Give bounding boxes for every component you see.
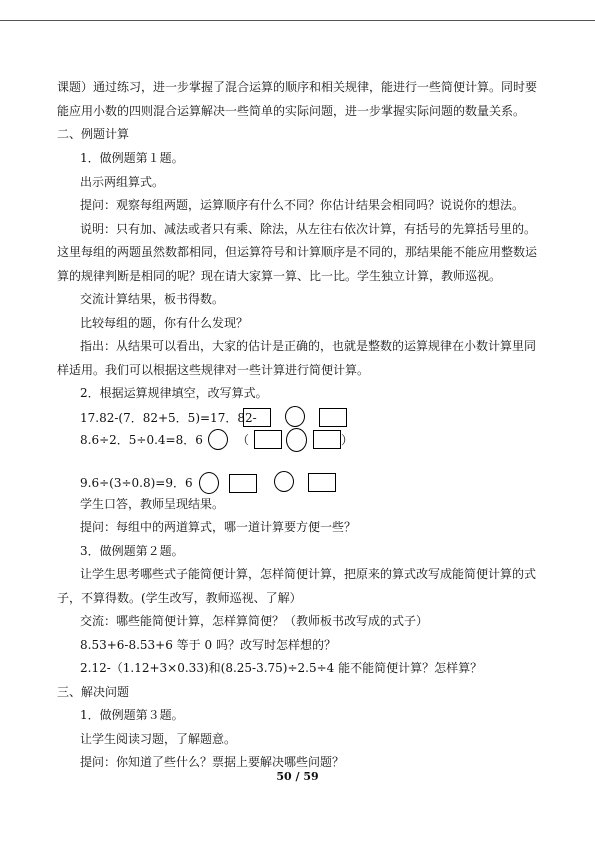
math-expression: 9.6÷(3÷0.8)=9．6 <box>80 476 193 490</box>
paren-open: （ <box>237 433 250 447</box>
blank-circle <box>285 406 305 427</box>
text-line: 1．做例题第１题。 <box>80 151 184 165</box>
text-line: 1．做例题第３题。 <box>80 708 184 722</box>
blank-circle <box>199 472 219 494</box>
blank-box <box>308 473 336 492</box>
text-line: 这里每组的两题虽然数都相同，但运算符号和计算顺序是不同的，那结果能不能应用整数运 <box>57 245 538 259</box>
text-line: 比较每组的题，你有什么发现？ <box>80 316 249 330</box>
text-line: 2．根据运算规律填空，改写算式。 <box>80 386 268 400</box>
paren-close: ） <box>341 433 354 447</box>
text-line: 交流：哪些能简便计算，怎样算简便？（教师板书改写成的式子） <box>80 614 429 628</box>
blank-circle <box>286 428 307 452</box>
header-rule <box>0 20 595 21</box>
blank-box <box>254 430 282 449</box>
section-heading: 二、例题计算 <box>57 127 130 141</box>
text-line: 提问：每组中的两道算式，哪一道计算要方便一些？ <box>80 520 357 534</box>
text-line: 出示两组算式。 <box>80 175 165 189</box>
text-line: 样适用。我们可以根据这些规律对一些计算进行简便计算。 <box>57 363 370 377</box>
section-heading: 三、解决问题 <box>57 685 130 699</box>
blank-box <box>313 430 341 449</box>
text-line: 让学生思考哪些式子能简便计算，怎样简便计算，把原来的算式改写成能简便计算的式 <box>80 567 537 581</box>
blank-circle <box>274 471 294 492</box>
text-line: 8.53+6-8.53+6 等于 0 吗？改写时怎样想的？ <box>80 638 336 652</box>
blank-box <box>243 408 271 427</box>
text-line: 算的规律判断是相同的呢？现在请大家算一算、比一比。学生独立计算，教师巡视。 <box>57 269 502 283</box>
text-line: 提问：观察每组两题，运算顺序有什么不同？你估计结果会相同吗？说说你的想法。 <box>80 198 525 212</box>
text-line: 说明：只有加、减法或者只有乘、除法，从左往右依次计算，有括号的先算括号里的。 <box>80 222 537 236</box>
text-line: 交流计算结果，板书得数。 <box>80 292 225 306</box>
text-line: 能应用小数的四则混合运算解决一些简单的实际问题，进一步掌握实际问题的数量关系。 <box>57 104 526 118</box>
text-line: 3．做例题第２题。 <box>80 544 184 558</box>
text-line: 课题）通过练习，进一步掌握了混合运算的顺序和相关规律，能进行一些简便计算。同时要 <box>57 80 538 94</box>
text-line: 子，不算得数。(学生改写，教师巡视、了解） <box>57 591 302 605</box>
text-line: 提问：你知道了些什么？票据上要解决哪些问题？ <box>80 755 345 769</box>
page-number: 50 / 59 <box>276 770 319 783</box>
text-line: 让学生阅读习题，了解题意。 <box>80 732 237 746</box>
blank-circle <box>208 429 228 450</box>
blank-box <box>229 474 257 493</box>
text-line: 指出：从结果可以看出，大家的估计是正确的，也就是整数的运算规律在小数计算里同 <box>80 339 537 353</box>
math-expression: 17.82-(7．82+5．5)=17．82- <box>80 411 257 425</box>
text-line: 学生口答，教师呈现结果。 <box>80 497 225 511</box>
math-expression: 8.6÷2．5÷0.4=8．6 <box>80 433 203 447</box>
blank-box <box>319 408 347 427</box>
text-line: 2.12-（1.12+3×0.33)和(8.25-3.75)÷2.5÷4 能不能简便计算？怎样算？ <box>80 661 483 675</box>
